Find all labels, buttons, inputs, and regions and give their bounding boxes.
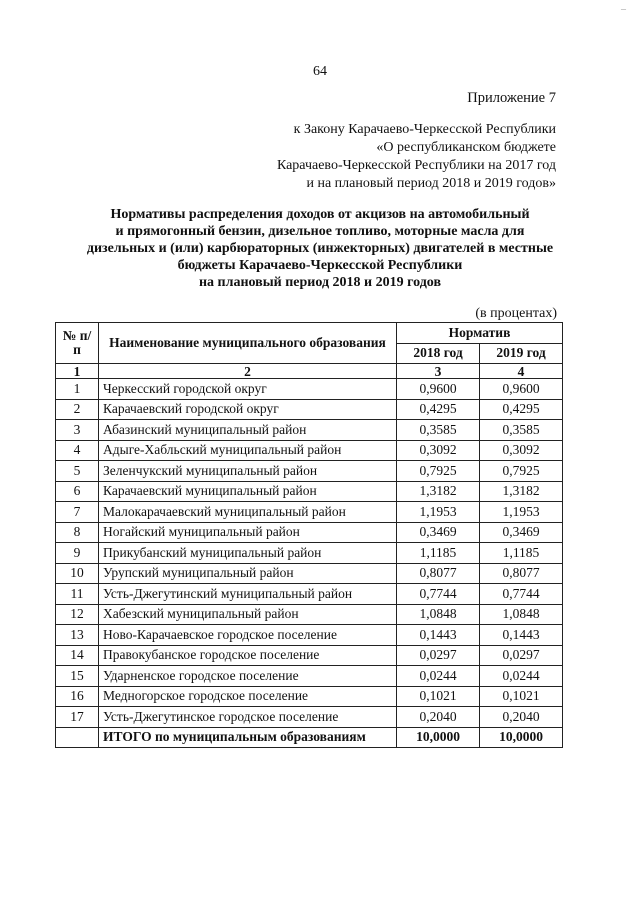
table-row bbox=[56, 481, 563, 502]
title-line: дизельных и (или) карбюраторных (инжекторных) двигателей в местные bbox=[86, 241, 554, 256]
total-value-2018: 10,0000 bbox=[397, 727, 480, 747]
title-line: Нормативы распределения доходов от акцизов на автомобильный bbox=[110, 207, 530, 222]
row-name: Ногайский муниципальный район bbox=[99, 522, 397, 543]
law-reference-line: Карачаево-Черкесской Республики на 2017 год bbox=[276, 158, 556, 173]
table-row bbox=[56, 686, 563, 707]
table-row bbox=[56, 543, 563, 564]
page-number: 64 bbox=[313, 64, 327, 79]
row-number: 2 bbox=[56, 399, 99, 420]
row-number: 6 bbox=[56, 481, 99, 502]
row-value-2018: 0,7744 bbox=[397, 584, 480, 605]
row-value-2018: 0,1443 bbox=[397, 625, 480, 646]
row-value-2018: 1,1953 bbox=[397, 502, 480, 523]
column-number: 2 bbox=[99, 364, 397, 379]
row-value-2019: 0,7925 bbox=[480, 461, 563, 482]
row-name: Адыге-Хабльский муниципальный район bbox=[99, 440, 397, 461]
row-name: Ново-Карачаевское городское поселение bbox=[99, 625, 397, 646]
row-value-2019: 0,3469 bbox=[480, 522, 563, 543]
row-name: Зеленчукский муниципальный район bbox=[99, 461, 397, 482]
row-number: 8 bbox=[56, 522, 99, 543]
row-number: 7 bbox=[56, 502, 99, 523]
row-number: 12 bbox=[56, 604, 99, 625]
row-number: 10 bbox=[56, 563, 99, 584]
row-number: 4 bbox=[56, 440, 99, 461]
column-number: 4 bbox=[480, 364, 563, 379]
row-value-2018: 1,1185 bbox=[397, 543, 480, 564]
row-value-2019: 0,3585 bbox=[480, 420, 563, 441]
row-name: Черкесский городской округ bbox=[99, 379, 397, 400]
row-value-2018: 0,7925 bbox=[397, 461, 480, 482]
row-value-2019: 0,0244 bbox=[480, 666, 563, 687]
row-number: 1 bbox=[56, 379, 99, 400]
norms-table bbox=[55, 322, 563, 748]
row-name: Усть-Джегутинский муниципальный район bbox=[99, 584, 397, 605]
units-note: (в процентах) bbox=[475, 306, 557, 321]
row-value-2019: 0,1021 bbox=[480, 686, 563, 707]
header-2019: 2019 год bbox=[480, 343, 563, 364]
appendix-label: Приложение 7 bbox=[467, 90, 556, 106]
table-row bbox=[56, 707, 563, 728]
header-num: № п/п bbox=[56, 323, 99, 364]
table-row bbox=[56, 645, 563, 666]
row-name: Малокарачаевский муниципальный район bbox=[99, 502, 397, 523]
row-value-2018: 0,3092 bbox=[397, 440, 480, 461]
row-value-2018: 0,3469 bbox=[397, 522, 480, 543]
table-row bbox=[56, 379, 563, 400]
row-value-2018: 0,1021 bbox=[397, 686, 480, 707]
total-value-2019: 10,0000 bbox=[480, 727, 563, 747]
row-value-2019: 1,1185 bbox=[480, 543, 563, 564]
row-value-2018: 0,9600 bbox=[397, 379, 480, 400]
total-row bbox=[56, 727, 563, 747]
row-value-2019: 0,3092 bbox=[480, 440, 563, 461]
law-reference-line: к Закону Карачаево-Черкесской Республики bbox=[293, 122, 556, 137]
column-number: 3 bbox=[397, 364, 480, 379]
row-value-2019: 0,7744 bbox=[480, 584, 563, 605]
row-value-2018: 0,3585 bbox=[397, 420, 480, 441]
table-body bbox=[56, 379, 563, 748]
row-value-2019: 1,0848 bbox=[480, 604, 563, 625]
law-reference-line: и на плановый период 2018 и 2019 годов» bbox=[306, 176, 556, 191]
row-number: 3 bbox=[56, 420, 99, 441]
row-value-2018: 1,0848 bbox=[397, 604, 480, 625]
row-value-2019: 0,2040 bbox=[480, 707, 563, 728]
row-name: Прикубанский муниципальный район bbox=[99, 543, 397, 564]
row-value-2019: 1,1953 bbox=[480, 502, 563, 523]
row-value-2019: 1,3182 bbox=[480, 481, 563, 502]
total-number bbox=[56, 727, 99, 747]
table-row bbox=[56, 563, 563, 584]
row-name: Урупский муниципальный район bbox=[99, 563, 397, 584]
table-row bbox=[56, 420, 563, 441]
table-row bbox=[56, 440, 563, 461]
row-value-2018: 1,3182 bbox=[397, 481, 480, 502]
table-row bbox=[56, 461, 563, 482]
row-number: 13 bbox=[56, 625, 99, 646]
row-name: Правокубанское городское поселение bbox=[99, 645, 397, 666]
table-row bbox=[56, 666, 563, 687]
law-reference bbox=[277, 121, 556, 193]
row-name: Ударненское городское поселение bbox=[99, 666, 397, 687]
column-number-row bbox=[56, 364, 563, 379]
row-value-2018: 0,8077 bbox=[397, 563, 480, 584]
row-value-2018: 0,2040 bbox=[397, 707, 480, 728]
row-name: Карачаевский городской округ bbox=[99, 399, 397, 420]
header-norm: Норматив bbox=[397, 323, 563, 344]
row-value-2019: 0,8077 bbox=[480, 563, 563, 584]
row-value-2018: 0,4295 bbox=[397, 399, 480, 420]
row-value-2018: 0,0297 bbox=[397, 645, 480, 666]
row-number: 16 bbox=[56, 686, 99, 707]
table-row bbox=[56, 584, 563, 605]
document-title bbox=[60, 206, 580, 291]
title-line: на плановый период 2018 и 2019 годов bbox=[198, 275, 442, 290]
row-name: Усть-Джегутинское городское поселение bbox=[99, 707, 397, 728]
row-number: 11 bbox=[56, 584, 99, 605]
row-name: Медногорское городское поселение bbox=[99, 686, 397, 707]
table-row bbox=[56, 604, 563, 625]
row-value-2019: 0,4295 bbox=[480, 399, 563, 420]
title-line: бюджеты Карачаево-Черкесской Республики bbox=[177, 258, 463, 273]
header-name: Наименование муниципального образования bbox=[99, 323, 397, 364]
row-number: 14 bbox=[56, 645, 99, 666]
row-value-2019: 0,9600 bbox=[480, 379, 563, 400]
row-number: 5 bbox=[56, 461, 99, 482]
row-number: 17 bbox=[56, 707, 99, 728]
law-reference-line: «О республиканском бюджете bbox=[376, 140, 556, 155]
corner-mark: – bbox=[621, 4, 626, 15]
row-name: Карачаевский муниципальный район bbox=[99, 481, 397, 502]
table-row bbox=[56, 502, 563, 523]
header-2018: 2018 год bbox=[397, 343, 480, 364]
row-name: Абазинский муниципальный район bbox=[99, 420, 397, 441]
table-row bbox=[56, 625, 563, 646]
row-number: 9 bbox=[56, 543, 99, 564]
row-number: 15 bbox=[56, 666, 99, 687]
row-value-2018: 0,0244 bbox=[397, 666, 480, 687]
table-header-row bbox=[56, 323, 563, 344]
row-name: Хабезский муниципальный район bbox=[99, 604, 397, 625]
title-line: и прямогонный бензин, дизельное топливо, моторные масла для bbox=[115, 224, 525, 239]
total-name: ИТОГО по муниципальным образованиям bbox=[99, 727, 397, 747]
table-row bbox=[56, 399, 563, 420]
row-value-2019: 0,0297 bbox=[480, 645, 563, 666]
column-number: 1 bbox=[56, 364, 99, 379]
row-value-2019: 0,1443 bbox=[480, 625, 563, 646]
table-row bbox=[56, 522, 563, 543]
